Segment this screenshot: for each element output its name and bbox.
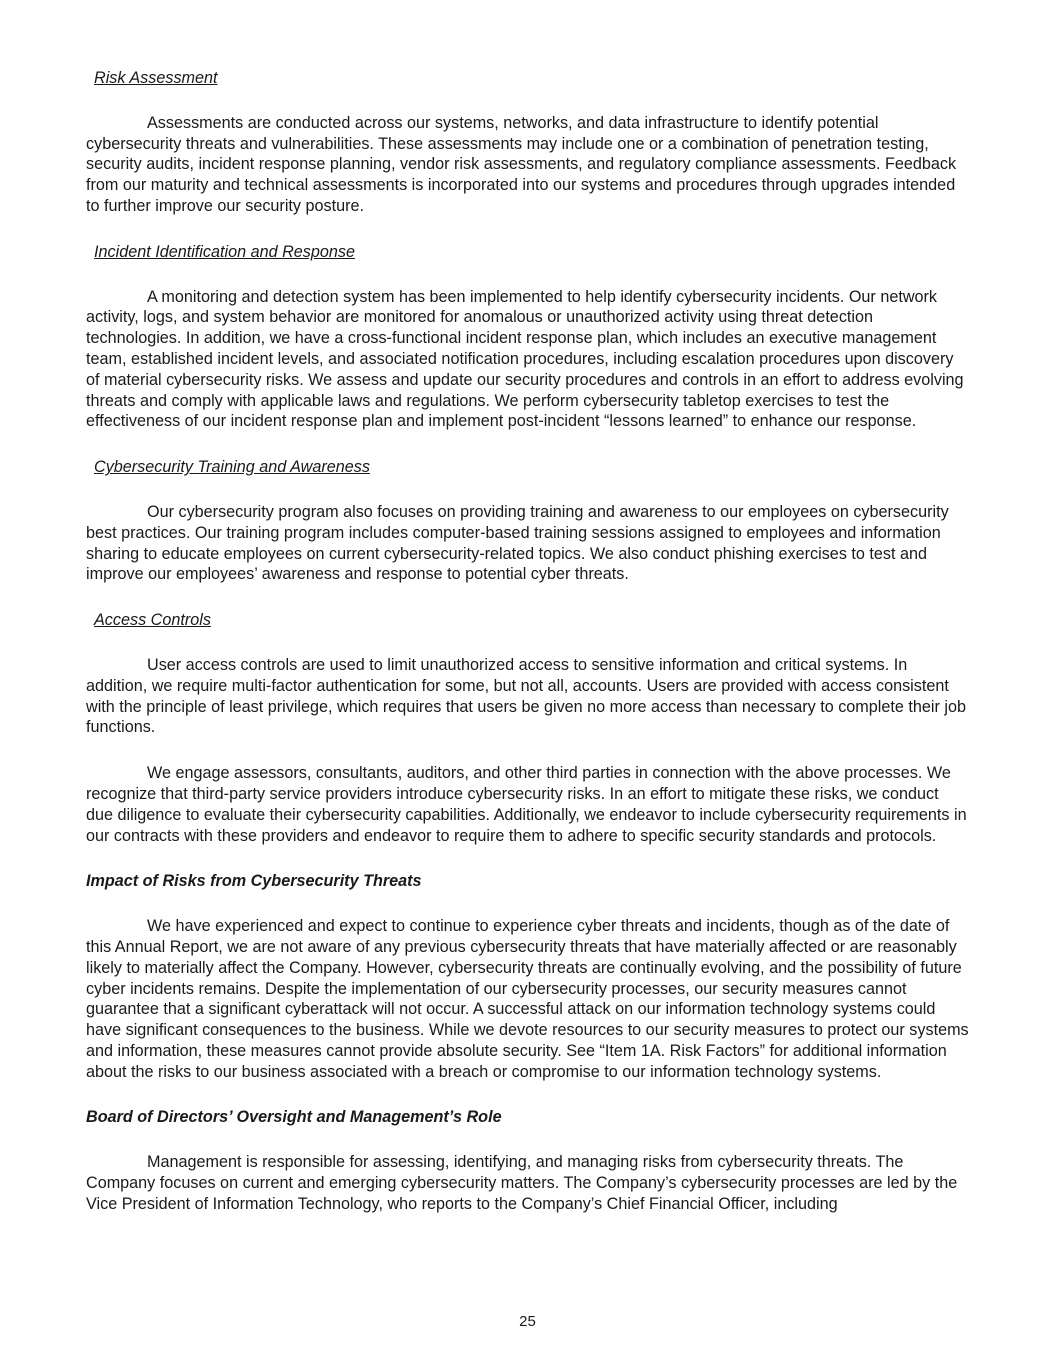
section-heading-training: Cybersecurity Training and Awareness bbox=[94, 458, 370, 477]
paragraph-incident-response: A monitoring and detection system has been implemented to help identify cybersecurity incidents. Our network activity, logs, and system behavior are monitored for anomalous or unauthorized activity using threat detection technologies. In addition, we have a cross-functional incident response plan, which includes an executive management team, established incident levels, and associated notification procedures, including escalation procedures upon discovery of material cybersecurity risks. We assess and update our security procedures and controls in an effort to address evolving threats and comply with applicable laws and regulations. We perform cybersecurity tabletop exercises to test the effectiveness of our incident response plan and implement post-incident “lessons learned” to enhance our response. bbox=[86, 287, 964, 431]
paragraph-access-controls-1: User access controls are used to limit unauthorized access to sensitive information and critical systems. In addition, we require multi-factor authentication for some, but not all, accounts. Users are provided with access consistent with the principle of least privilege, which requires that users be given no more access than necessary to complete their job functions. bbox=[86, 655, 966, 737]
section-heading-risk-assessment: Risk Assessment bbox=[94, 69, 218, 87]
section-heading-board: Board of Directors’ Oversight and Management’s Role bbox=[86, 1108, 502, 1127]
page-number: 25 bbox=[519, 1313, 536, 1330]
paragraph-board: Management is responsible for assessing, identifying, and managing risks from cybersecurity threats. The Company focuses on current and emerging cybersecurity matters. The Company’s cybersecurity processes are led by the Vice President of Information Technology, who reports to the Company’s Chief Financial Officer, including bbox=[86, 1153, 958, 1213]
section-heading-access-controls: Access Controls bbox=[94, 611, 211, 630]
paragraph-risk-assessment: Assessments are conducted across our systems, networks, and data infrastructure to identify potential cybersecurity threats and vulnerabilities. These assessments may include one or a combination of penetration testing, security audits, incident response planning, vendor risk assessments, and regulatory compliance assessments. Feedback from our maturity and technical assessments is incorporated into our systems and procedures through upgrades intended to further improve our security posture. bbox=[86, 113, 957, 215]
paragraph-training: Our cybersecurity program also focuses on providing training and awareness to our employees on cybersecurity best practices. Our training program includes computer-based training sessions assigned to employees and information sharing to educate employees on current cybersecurity-related topics. We also conduct phishing exercises to test and improve our employees’ awareness and response to potential cyber threats. bbox=[86, 502, 949, 584]
section-heading-impact: Impact of Risks from Cybersecurity Threats bbox=[86, 872, 422, 891]
paragraph-access-controls-2: We engage assessors, consultants, auditors, and other third parties in connection with the above processes. We recognize that third-party service providers introduce cybersecurity risks. In an effort to mitigate these risks, we conduct due diligence to evaluate their cybersecurity capabilities. Additionally, we endeavor to include cybersecurity requirements in our contracts with these providers and endeavor to require them to adhere to specific security standards and protocols. bbox=[86, 764, 967, 845]
section-heading-incident-response: Incident Identification and Response bbox=[94, 242, 355, 261]
paragraph-impact: We have experienced and expect to continue to experience cyber threats and incidents, though as of the date of this Annual Report, we are not aware of any previous cybersecurity threats that have materially affected or are reasonably likely to materially affect the Company. However, cybersecurity threats are continually evolving, and the possibility of future cyber incidents remains. Despite the implementation of our cybersecurity processes, our security measures cannot guarantee that a significant cyberattack will not occur. A successful attack on our information technology systems could have significant consequences to the business. While we devote resources to our security measures to protect our systems and information, these measures cannot provide absolute security. See “Item 1A. Risk Factors” for additional information about the risks to our business associated with a breach or compromise to our information technology systems. bbox=[86, 917, 969, 1081]
